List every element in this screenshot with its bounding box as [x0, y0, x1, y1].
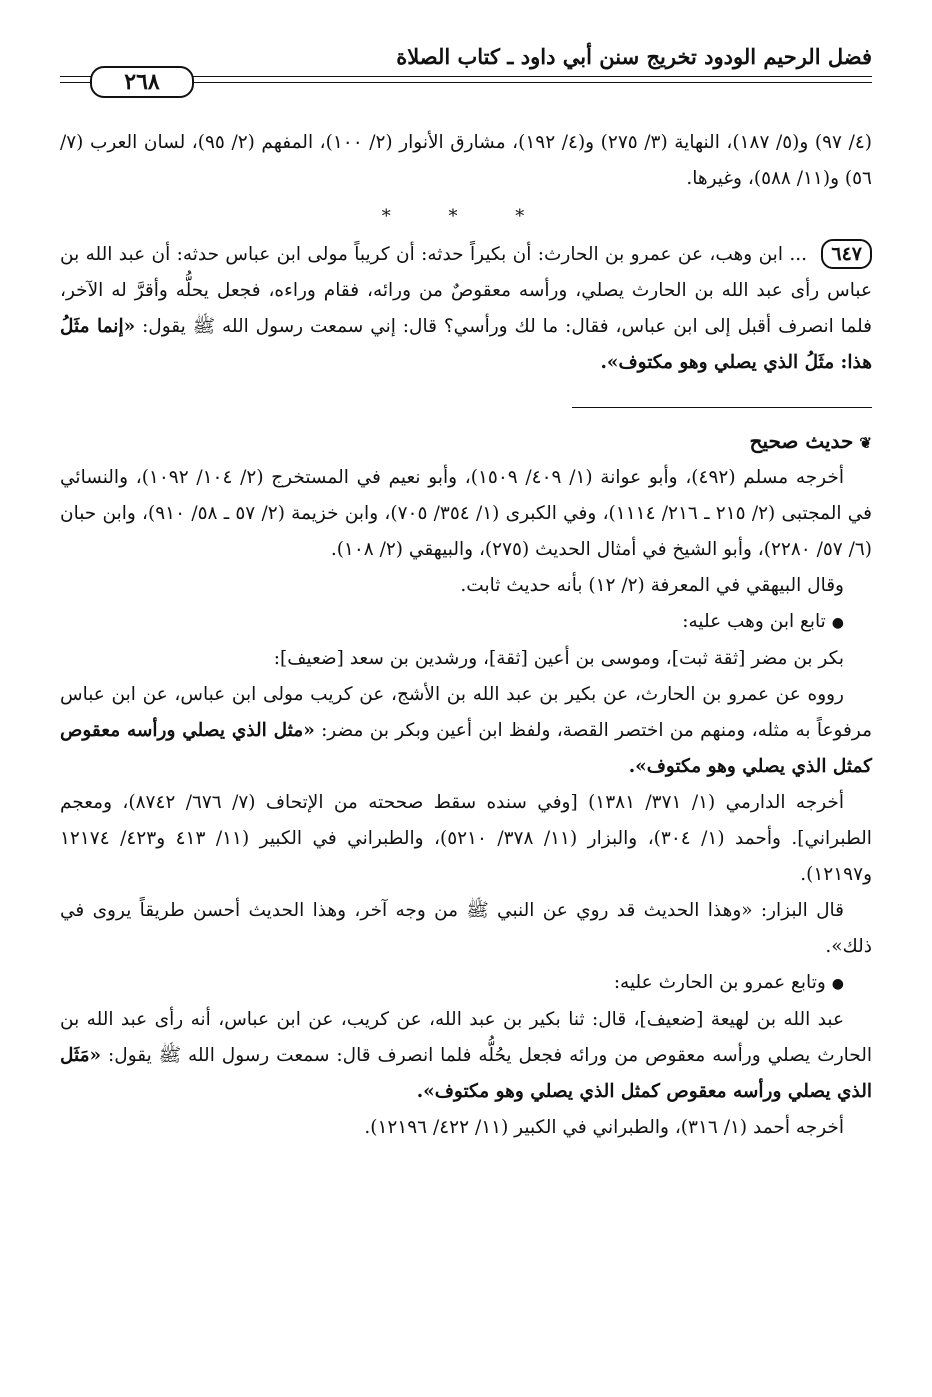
quote-3: «مَثَل الذي يصلي ورأسه معقوص كمثل الذي يصلي وهو مكتوف». — [60, 1045, 872, 1102]
takhrij-paragraph-2: وقال البيهقي في المعرفة (٢/ ١٢) بأنه حديث ثابت. — [460, 575, 844, 596]
takhrij-paragraph-5: أخرجه الدارمي (١/ ٣٧١/ ١٣٨١) [وفي سنده سقط صححته من الإتحاف (٧/ ٦٧٦/ ٨٧٤٢)، ومعجم الطبراني]. وأحمد (١/ ٣٠٤)، والبزار (١١/ ٣٧٨/ ٥٢١٠)، والطبراني في الكبير (١١/ ٤١٣ و٤٢٣/ ١٢١٧٤ و١٢١٩٧). — [60, 792, 872, 885]
running-title: فضل الرحيم الودود تخريج سنن أبي داود ـ كتاب الصلاة — [396, 44, 872, 69]
takhrij-paragraph-1: أخرجه مسلم (٤٩٢)، وأبو عوانة (١/ ٤٠٩/ ١٥٠٩)، وأبو نعيم في المستخرج (٢/ ١٠٤/ ١٠٩٢)، والنسائي في المجتبى (٢/ ٢١٥ ـ ٢١٦/ ١١١٤)، وفي الكبرى (١/ ٣٥٤/ ٧٠٥)، وابن خزيمة (٢/ ٥٧ ـ ٥٨/ ٩١٠)، وابن حبان (٦/ ٥٧/ ٢٢٨٠)، وأبو الشيخ في أمثال الحديث (٢٧٥)، والبيهقي (٢/ ١٠٨). — [60, 467, 873, 560]
bullet-icon: ● — [831, 976, 844, 992]
bazzar-quote-paragraph: قال البزار: «وهذا الحديث قد روي عن النبي ﷺ من وجه آخر، وهذا الحديث أحسن طريقاً يروى في ذلك». — [60, 900, 872, 957]
bullet-icon: ● — [831, 615, 844, 631]
hadith-text: ... ابن وهب، عن عمرو بن الحارث: أن بكيراً حدثه: أن كريباً مولى ابن عباس حدثه: أن عبد الله بن عباس رأى عبد الله بن الحارث يصلي، ورأسه معقوصٌ من ورائه، فقام وراءه، فجعل يحلُّه وأقرَّ له الآخر، فلما انصرف أقبل إلى ابن عباس، فقال: ما لك ورأسي؟ قال: إني سمعت رسول الله ﷺ يقول: — [60, 244, 872, 337]
page-number: ٢٦٨ — [90, 66, 194, 98]
takhrij-paragraph-8: أخرجه أحمد (١/ ٣١٦)، والطبراني في الكبير (١١/ ٤٢٢/ ١٢١٩٦). — [364, 1117, 844, 1138]
hadith-paragraph — [60, 237, 872, 381]
hadith-number-badge: ٦٤٧ — [821, 239, 872, 269]
separator-wrap — [60, 407, 872, 408]
page-body — [60, 125, 872, 1146]
takhrij-paragraph-7: عبد الله بن لهيعة [ضعيف]، قال: ثنا بكير بن عبد الله، عن كريب، عن ابن عباس، أنه رأى عبد الله بن الحارث يصلي ورأسه معقوص من ورائه فجعل يحُلُّه فلما انصرف قال: سمعت رسول الله ﷺ يقول: «مَثَل الذي يصلي ورأسه معقوص كمثل الذي يصلي وهو مكتوف». — [60, 1009, 872, 1102]
grading-heading — [60, 424, 872, 460]
mutaba-heading-2: ●وتابع عمرو بن الحارث عليه: — [613, 972, 844, 993]
hadith-quote: «إنما مثَلُ هذا: مثَلُ الذي يصلي وهو مكتوف». — [60, 316, 872, 373]
grading-label: حديث صحيح — [749, 429, 854, 453]
page-header — [60, 30, 872, 100]
quote-2: «مثل الذي يصلي ورأسه معقوص كمثل الذي يصلي وهو مكتوف». — [60, 720, 872, 777]
book-page — [60, 30, 872, 1370]
footnote-continuation: (٤/ ٩٧) و(٥/ ١٨٧)، النهاية (٣/ ٢٧٥) و(٤/ ١٩٢)، مشارق الأنوار (٢/ ١٠٠)، المفهم (٢/ ٩٥)، لسان العرب (٧/ ٥٦) و(١١/ ٥٨٨)، وغيرها. — [60, 132, 872, 189]
takhrij-paragraph-4: رووه عن عمرو بن الحارث، عن بكير بن عبد الله بن الأشج، عن كريب مولى ابن عباس، عن ابن عباس مرفوعاً به مثله، ومنهم من اختصر القصة، ولفظ ابن أعين وبكر بن مضر: «مثل الذي يصلي ورأسه معقوص كمثل الذي يصلي وهو مكتوف». — [60, 684, 873, 777]
separator-line — [572, 407, 872, 408]
section-divider-stars: * * * — [381, 206, 551, 227]
ornament-icon: ❦ — [859, 434, 872, 452]
narrators-line: بكر بن مضر [ثقة ثبت]، وموسى بن أعين [ثقة]، ورشدين بن سعد [ضعيف]: — [273, 648, 844, 669]
mutaba-heading-1: ●تابع ابن وهب عليه: — [682, 611, 844, 632]
